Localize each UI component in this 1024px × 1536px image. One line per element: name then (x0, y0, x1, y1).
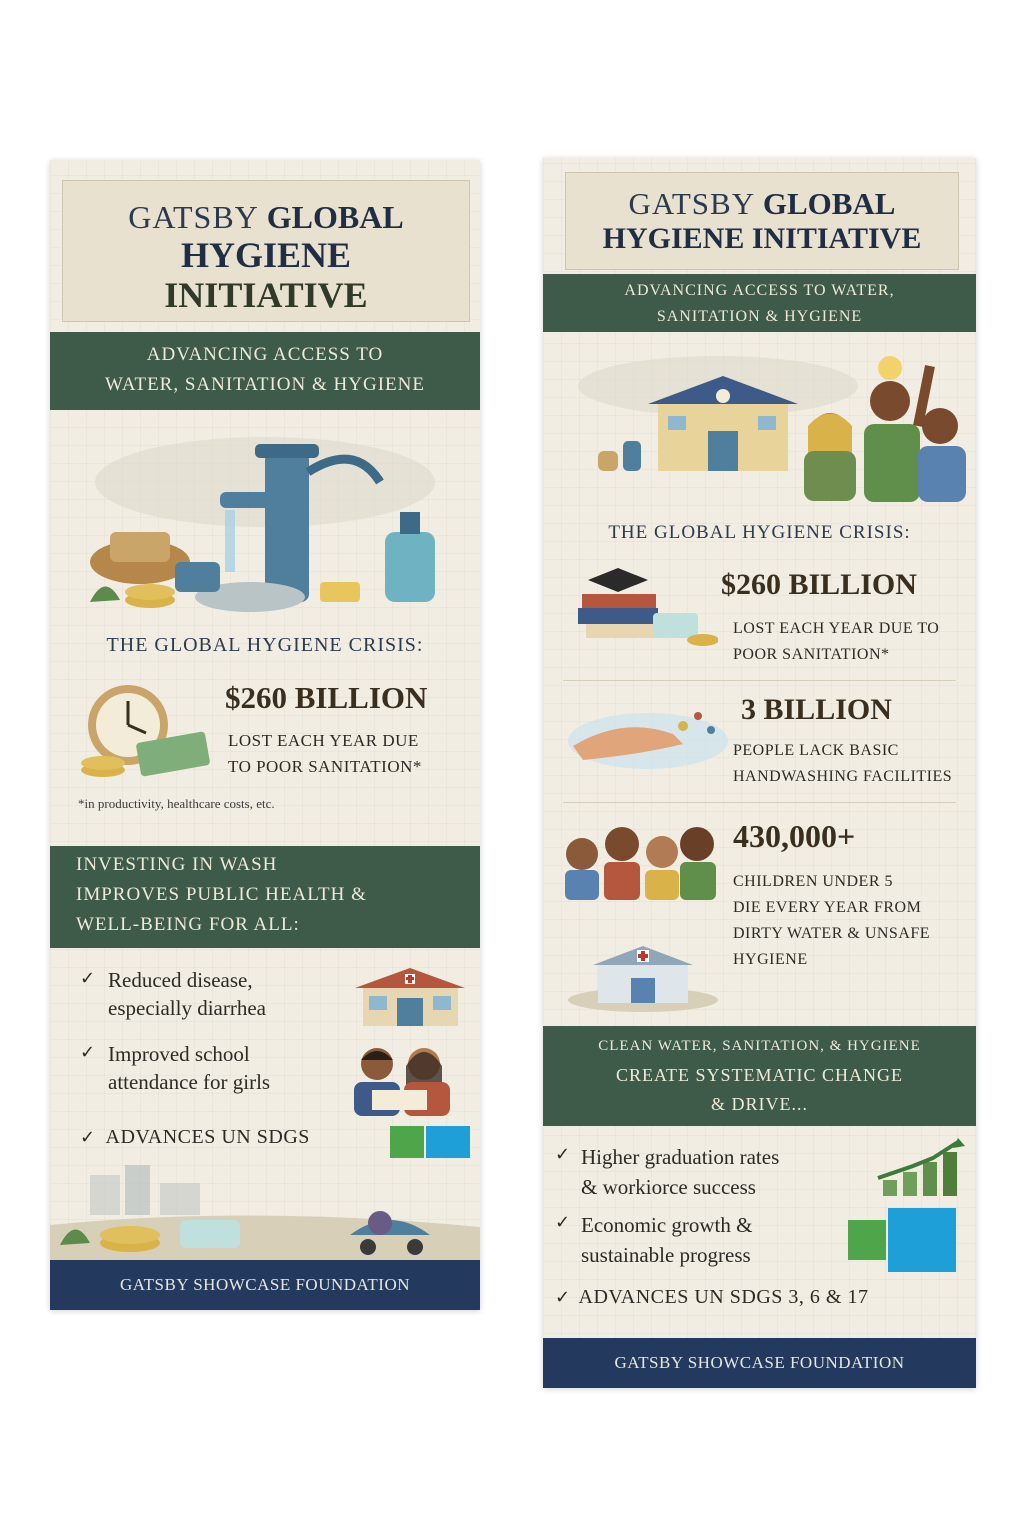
right-stat-3-line2: DIE EVERY YEAR FROM (733, 899, 922, 916)
right-outcome-2-line2: sustainable progress (581, 1243, 751, 1267)
right-title-line2: HYGIENE INITIATIVE (602, 222, 922, 255)
left-benefit-1-line2: especially diarrhea (108, 996, 266, 1020)
right-stat-2-desc (733, 738, 952, 790)
left-title-box (62, 180, 470, 322)
right-outcome-2-line1: Economic growth & (581, 1213, 753, 1237)
left-benefit-2-line1: Improved school (108, 1042, 250, 1066)
check-icon: ✓ (555, 1144, 571, 1165)
sdg-3-badge-icon (848, 1220, 886, 1260)
right-stat-3-line4: HYGIENE (733, 951, 808, 968)
right-outcome-1-line1: Higher graduation rates (581, 1145, 780, 1169)
check-icon: ✓ (80, 968, 96, 989)
check-icon: ✓ (80, 1127, 96, 1148)
children-group-icon (557, 814, 727, 904)
right-outcome-2 (555, 1210, 855, 1270)
right-subtitle-line2: SANITATION & HYGIENE (656, 308, 863, 325)
sdg-badge-icon (426, 1126, 470, 1158)
right-banner (543, 158, 976, 1388)
right-title-box (565, 172, 959, 270)
right-subtitle-line1: ADVANCING ACCESS TO WATER, (624, 282, 895, 299)
left-subtitle-line2: WATER, SANITATION & HYGIENE (105, 374, 425, 395)
community-scene-illustration (50, 1165, 480, 1260)
check-icon: ✓ (555, 1287, 571, 1308)
right-title-brand: GATSBY (628, 186, 756, 221)
right-change-line2: CREATE SYSTEMATIC CHANGE (615, 1065, 903, 1085)
check-icon: ✓ (555, 1212, 571, 1233)
right-change-band (543, 1026, 976, 1126)
left-invest-band (50, 846, 480, 948)
handwashing-icon (563, 686, 733, 776)
right-subtitle-band (543, 274, 976, 332)
left-subtitle-line1: ADVANCING ACCESS TO (146, 344, 384, 365)
left-banner (50, 160, 480, 1310)
left-stat-desc-line2: TO POOR SANITATION* (228, 757, 422, 776)
right-stat-3-line1: CHILDREN UNDER 5 (733, 873, 893, 890)
right-outcome-1 (555, 1142, 855, 1202)
right-crisis-heading: THE GLOBAL HYGIENE CRISIS: (608, 522, 911, 543)
left-benefit-2-line2: attendance for girls (108, 1070, 271, 1094)
sdg-badge-icon (888, 1208, 956, 1272)
right-stat-1-value: $260 BILLION (721, 568, 917, 601)
right-sdg-text: ADVANCES UN SDGS 3, 6 & 17 (578, 1286, 869, 1308)
right-stat-2-value: 3 BILLION (741, 693, 892, 726)
right-change-line1: CLEAN WATER, SANITATION, & HYGIENE (598, 1038, 921, 1054)
right-footer: GATSBY SHOWCASE FOUNDATION (543, 1338, 976, 1388)
left-crisis-heading: THE GLOBAL HYGIENE CRISIS: (106, 634, 424, 656)
right-stat-2-line1: PEOPLE LACK BASIC (733, 742, 899, 759)
right-stat-3-value: 430,000+ (733, 818, 856, 854)
left-stat-desc (228, 728, 422, 780)
left-title-line2: HYGIENE (180, 235, 352, 275)
left-invest-line2: IMPROVES PUBLIC HEALTH & (76, 884, 367, 905)
divider (563, 802, 956, 803)
right-stat-2-line2: HANDWASHING FACILITIES (733, 768, 953, 785)
left-subtitle-band (50, 332, 480, 410)
growth-chart-icon (873, 1138, 968, 1198)
right-outcome-1-line2: & workiorce success (581, 1175, 756, 1199)
left-footnote: *in productivity, healthcare costs, etc. (78, 796, 275, 811)
clinic-icon (563, 938, 723, 1013)
students-reading-icon (342, 1036, 462, 1116)
clinic-icon (355, 966, 465, 1028)
divider (563, 680, 956, 681)
left-benefit-1 (80, 966, 350, 1022)
school-students-illustration (568, 346, 968, 506)
left-invest-line1: INVESTING IN WASH (76, 854, 278, 875)
left-stat-value: $260 BILLION (225, 680, 428, 715)
clock-money-icon (78, 675, 218, 785)
left-title-brand: GATSBY (128, 199, 259, 235)
check-icon: ✓ (80, 1042, 96, 1063)
left-sdg-text: ADVANCES UN SDGS (105, 1126, 310, 1148)
sdg-6-badge-icon (390, 1126, 424, 1158)
left-stat-desc-line1: LOST EACH YEAR DUE (228, 731, 419, 750)
left-sdg-item (80, 1126, 310, 1149)
left-title-global: GLOBAL (266, 199, 404, 235)
water-pump-illustration (80, 422, 450, 622)
right-change-line3: & DRIVE... (711, 1094, 808, 1114)
left-invest-line3: WELL-BEING FOR ALL: (76, 914, 300, 935)
left-benefit-1-line1: Reduced disease, (108, 968, 253, 992)
right-stat-1-line2: POOR SANITATION* (733, 646, 890, 663)
right-title-global: GLOBAL (762, 186, 896, 221)
right-stat-3-line3: DIRTY WATER & UNSAFE (733, 925, 931, 942)
left-footer: GATSBY SHOWCASE FOUNDATION (50, 1260, 480, 1310)
right-sdg-item (555, 1286, 868, 1309)
right-stat-3-desc (733, 869, 930, 973)
left-title-line3: INITIATIVE (164, 275, 368, 315)
right-stat-1-desc (733, 616, 939, 668)
graduation-books-icon (568, 558, 718, 653)
right-stat-1-line1: LOST EACH YEAR DUE TO (733, 620, 940, 637)
left-benefit-2 (80, 1040, 360, 1096)
